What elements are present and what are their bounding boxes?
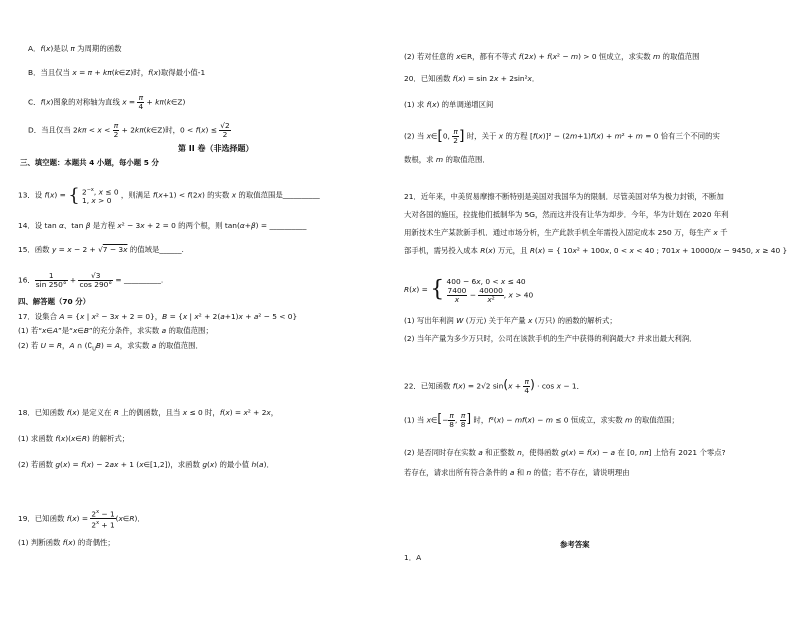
question-20-part-2: (2) 当 x∈[0, $\frac{\pi}{2}$ ] 时，关于 x 的方程 [f(x)]² − (2m+1)f(x) + m² + m = 0 恰有三个不同的实	[404, 127, 720, 145]
question-18-part-2: (2) 若函数 g(x) = f(x) − 2ax + 1 (x∈[1,2])，求函数 g(x) 的最小值 h(a)．	[18, 460, 274, 469]
question-19: 19．已知函数 f(x) = $\frac{2^x - 1}{2^x + 1}$ (x∈R)．	[18, 509, 145, 530]
answer-section-header: 四、解答题（70 分）	[18, 297, 90, 306]
question-16: 16． $\frac{1}{\sin 250^\circ}$ + $\frac{√3}{\cos 290^\circ}$ = __________.	[18, 271, 164, 289]
question-15: 15．函数 y = x − 2 + √7 − 3x 的值域是______.	[18, 245, 184, 254]
section-title-ii: 第 II 卷（非选择题）	[178, 144, 254, 153]
reference-answer-title: 参考答案	[560, 540, 590, 549]
question-18-part-1: (1) 求函数 f(x)(x∈R) 的解析式；	[18, 434, 130, 443]
question-20-part-1: (1) 求 f(x) 的单调递增区间	[404, 100, 494, 109]
option-d: D．当且仅当 2kπ < x < $\frac{\pi}{2}$ + 2kπ(k∈Z)时，0 < f(x) ≤ $\frac{√2}{2}$	[28, 121, 230, 139]
question-21-line-1: 21．近年来，中美贸易摩擦不断特别是美国对我国华为的限制．尽管美国对华为极力封锁，不断加	[404, 192, 724, 201]
question-13: 13．设 f(x) = { $2^{-x}$, x ≤ 0 1, x > 0 ，则满足 f(x+1) < f(2x) 的实数 x 的取值范围是__________	[18, 184, 320, 206]
question-22-part-2: (2) 是否同时存在实数 a 和正整数 n，使得函数 g(x) = f(x) − a 在 [0, nπ] 上恰有 2021 个零点?	[404, 448, 726, 457]
question-21-line-2: 大对各国的施压，拉拢他们抵制华为 5G，然而这并没有让华为却步．今年，华为计划在 2020 年利	[404, 210, 729, 219]
fill-blank-header: 三、填空题：本题共 4 小题，每小题 5 分	[20, 158, 159, 167]
question-21-line-3: 用新技术生产某款新手机．通过市场分析，生产此款手机全年需投入固定成本 250 万，每生产 x 千	[404, 228, 728, 237]
question-21-part-2: (2) 当年产量为多少万只时，公司在该款手机的生产中获得的利润最大? 并求出最大利润．	[404, 334, 697, 343]
question-18: 18．已知函数 f(x) 是定义在 R 上的偶函数，且当 x ≤ 0 时，f(x) = x² + 2x，	[18, 408, 279, 417]
question-20: 20．已知函数 f(x) = sin 2x + 2sin²x．	[404, 74, 540, 83]
question-22-part-1: (1) 当 x∈[− $\frac{\pi}{8}$ , $\frac{\pi}{8}$ ] 时，f²(x) − mf(x) − m ≤ 0 恒成立，求实数 m 的取值范围；	[404, 411, 679, 429]
question-14: 14．设 tan α、tan β 是方程 x² − 3x + 2 = 0 的两个根，则 tan(α+β) = __________	[18, 221, 307, 230]
option-c: C．f(x)图象的对称轴为直线 x = $\frac{\pi}{4}$ + kπ(k∈Z)	[28, 93, 186, 111]
question-17-part-1: (1) 若“x∈A”是“x∈B”的充分条件，求实数 a 的取值范围；	[18, 326, 213, 335]
question-22: 22．已知函数 f(x) = 2√2 sin(x + $\frac{\pi}{4}$ ) · cos x − 1．	[404, 377, 584, 395]
question-19-part-2: (2) 若对任意的 x∈R，都有不等式 f(2x) + f(x² − m) > 0 恒成立，求实数 m 的取值范围	[404, 52, 700, 61]
question-22-part-2-cont: 若存在，请求出所有符合条件的 a 和 n 的值；若不存在，请说明理由	[404, 468, 630, 477]
question-21-line-4: 部手机，需另投入成本 R(x) 万元，且 R(x) = { 10x² + 100x, 0 < x < 40 ; 701x + 10000/x − 9450, x ≥ 40 }	[404, 246, 788, 255]
option-a: A．f(x)是以 π 为周期的函数	[28, 44, 122, 53]
revenue-function: R(x) = { 400 − 6x, 0 < x ≤ 40 $\frac{7400}{x}$ − $\frac{40000}{\text{x²}}$ , x > 40	[404, 277, 534, 304]
question-17-part-2: (2) 若 U = R，A ∩ $(∁_UB) = A$，求实数 a 的取值范围．	[18, 341, 203, 353]
answer-1: 1．A	[404, 553, 422, 562]
question-20-part-2-cont: 数根，求 m 的取值范围．	[404, 155, 490, 164]
question-19-part-1: (1) 判断函数 f(x) 的奇偶性；	[18, 538, 115, 547]
question-17: 17．设集合 A = {x | x² − 3x + 2 = 0}，B = {x | x² + 2(a+1)x + a² − 5 < 0}	[18, 312, 298, 321]
question-21-part-1: (1) 写出年利润 W (万元) 关于年产量 x (万只) 的函数的解析式；	[404, 316, 617, 325]
option-b: B．当且仅当 x = π + kπ(k∈Z)时，f(x)取得最小值-1	[28, 68, 206, 77]
